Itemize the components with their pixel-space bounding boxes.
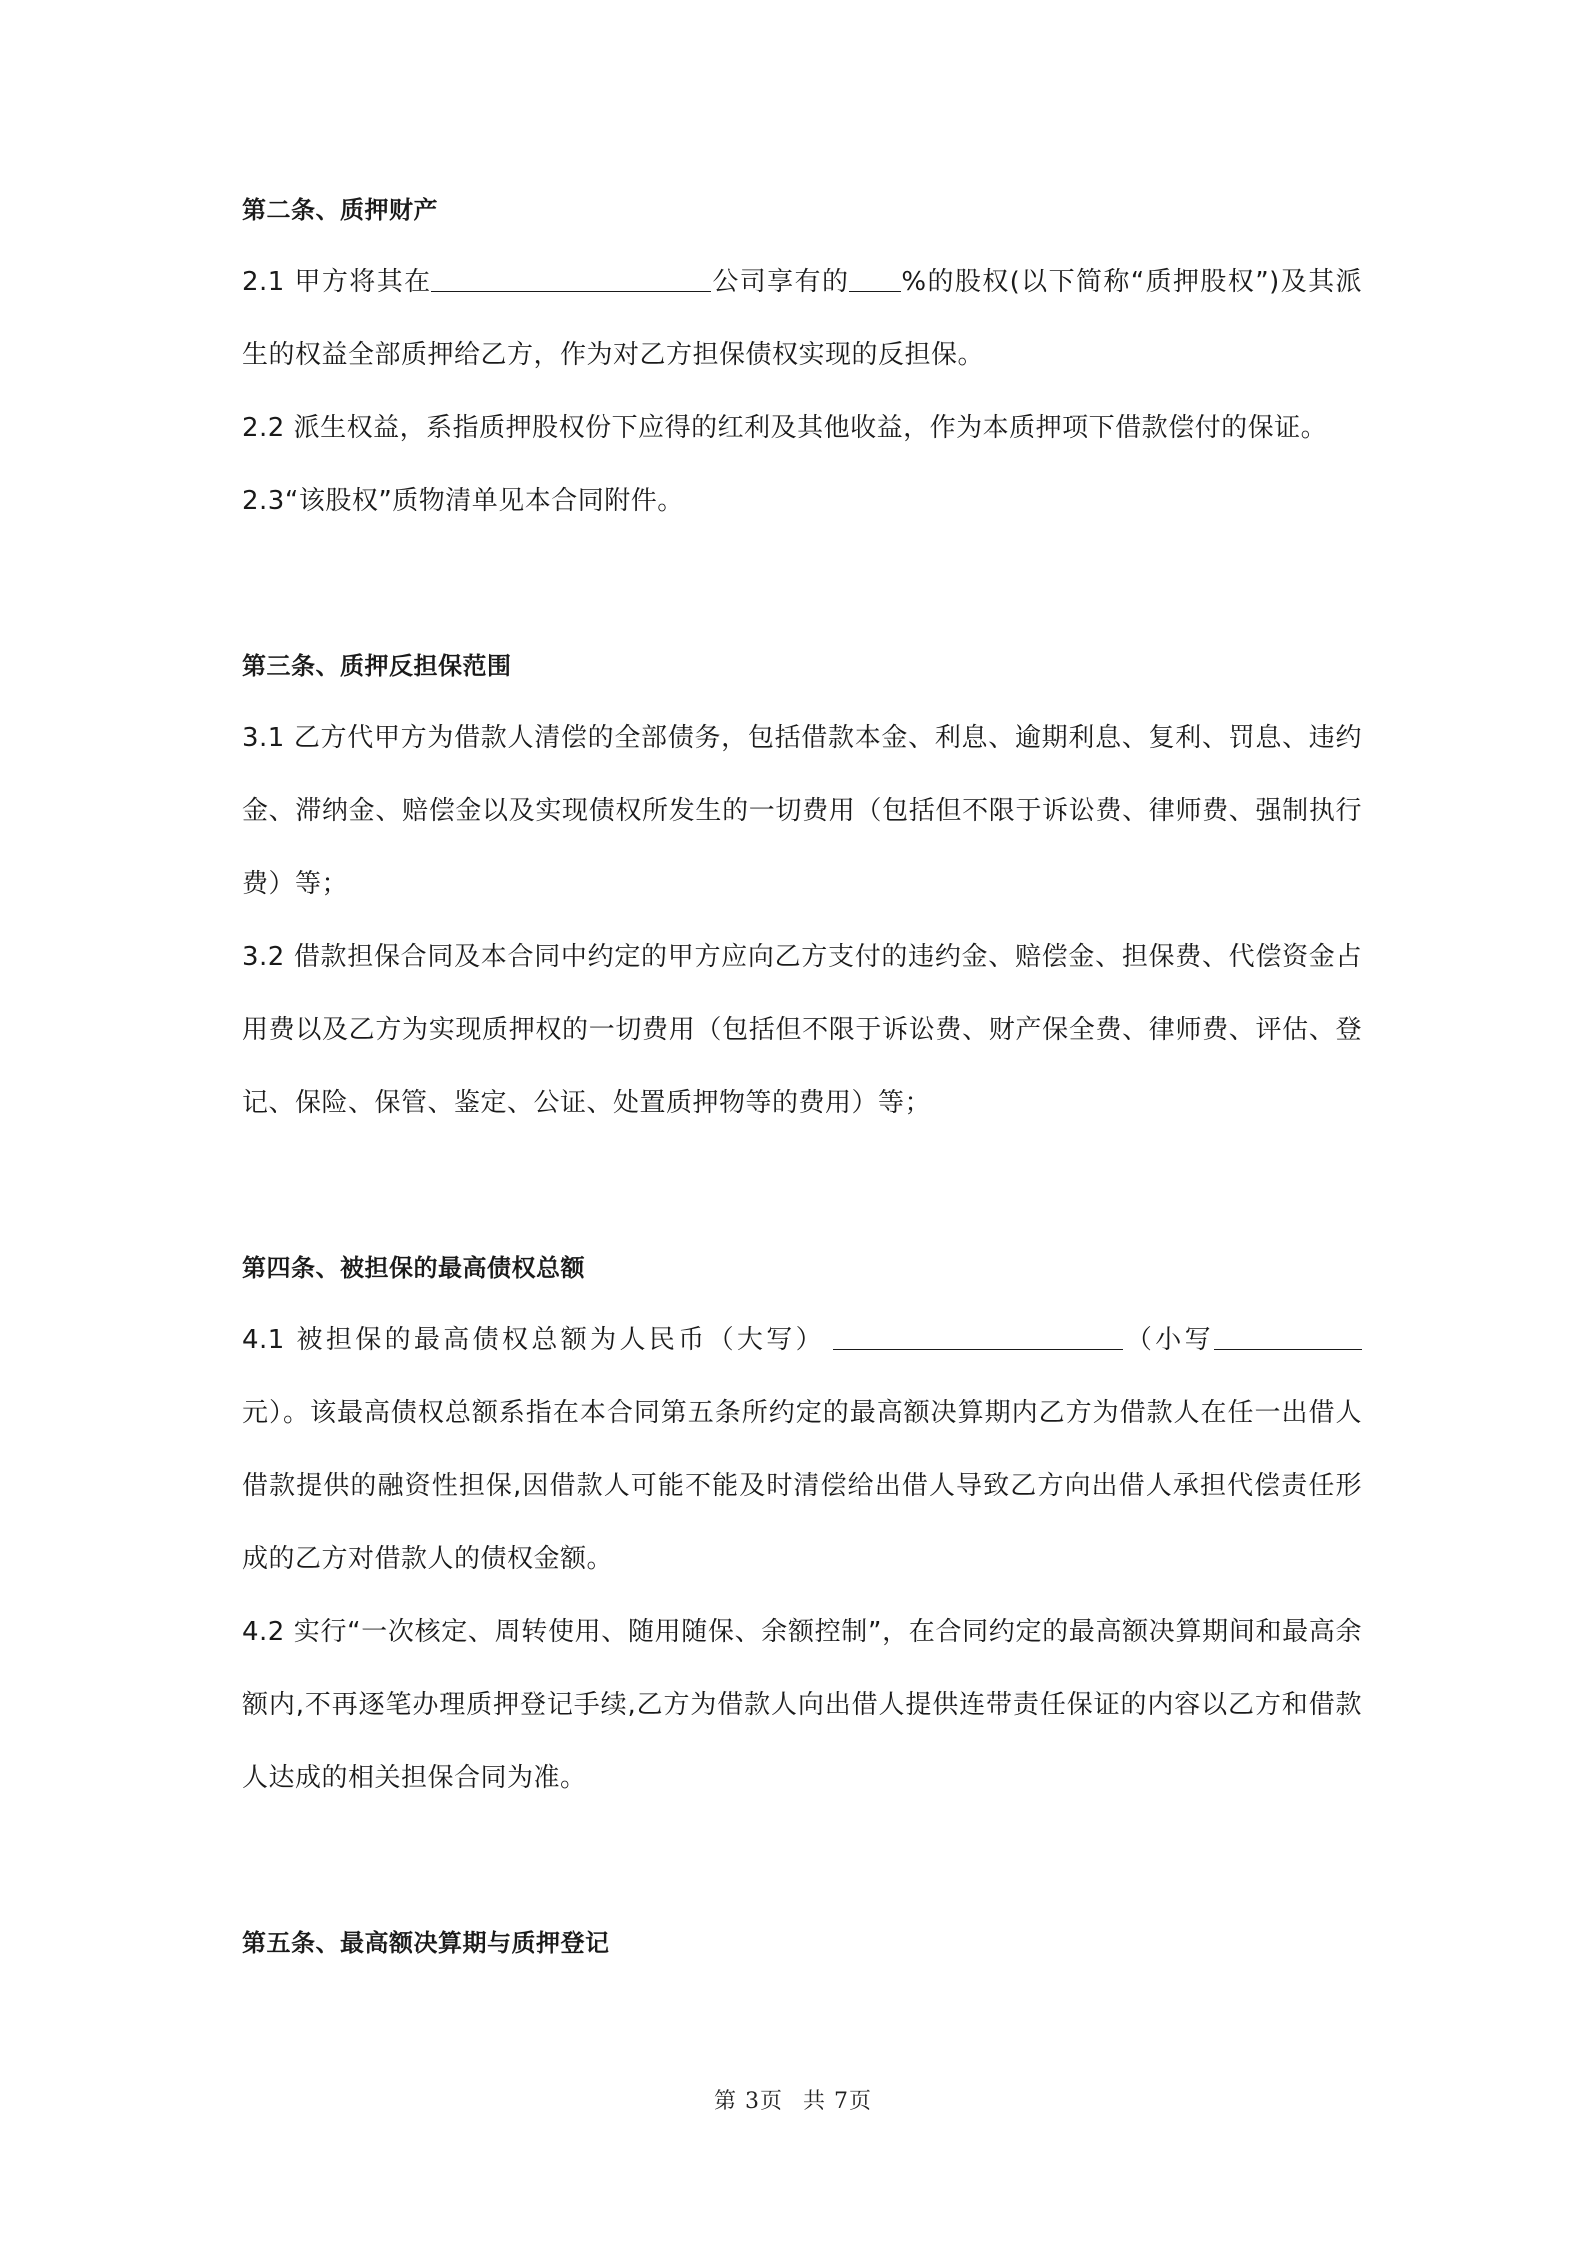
clause-4-1 <box>242 1304 1362 1596</box>
clause-2-1-text-c: %的股权(以下简称“质押股权”)及其派 <box>901 267 1362 297</box>
page-total: 共 7页 <box>803 2089 872 2114</box>
clause-4-1-text-a: 4.1 被担保的最高债权总额为人民币（大写） <box>242 1325 826 1355</box>
clause-2-1 <box>242 246 1362 392</box>
clause-3-2: 3.2 借款担保合同及本合同中约定的甲方应向乙方支付的违约金、赔偿金、担保费、代偿资金占用费以及乙方为实现质押权的一切费用（包括但不限于诉讼费、财产保全费、律师费、评估、登记、保险、保管、鉴定、公证、处置质押物等的费用）等； <box>242 942 1362 1118</box>
clause-2-1-text-a: 2.1 甲方将其在 <box>242 267 432 297</box>
clause-4-1-text-b: （小写 <box>1123 1325 1214 1355</box>
clause-4-2: 4.2 实行“一次核定、周转使用、随用随保、余额控制”，在合同约定的最高额决算期间和最高余额内,不再逐笔办理质押登记手续,乙方为借款人向出借人提供连带责任保证的内容以乙方和借款人达成的相关担保合同为准。 <box>242 1617 1362 1793</box>
section-5-heading: 第五条、最高额决算期与质押登记 <box>242 1929 610 1957</box>
clause-2-1-text-d: 生的权益全部质押给乙方，作为对乙方担保债权实现的反担保。 <box>242 340 985 370</box>
clause-2-3: 2.3“该股权”质物清单见本合同附件。 <box>242 486 684 516</box>
clause-3-1: 3.1 乙方代甲方为借款人清偿的全部债务，包括借款本金、利息、逾期利息、复利、罚息、违约金、滞纳金、赔偿金以及实现债权所发生的一切费用（包括但不限于诉讼费、律师费、强制执行费）等； <box>242 723 1362 899</box>
page-footer <box>0 2084 1586 2115</box>
section-2-heading: 第二条、质押财产 <box>242 196 438 224</box>
section-3-heading: 第三条、质押反担保范围 <box>242 652 512 680</box>
company-name-blank <box>431 265 711 292</box>
amount-uppercase-blank <box>833 1323 1123 1350</box>
clause-4-1-text-d: 该最高债权总额系指在本合同第五条所约定的最高额决算期内乙方为借款人在任一出借人借款提供的融资性担保,因借款人可能不能及时清偿给出借人导致乙方向出借人承担代偿责任形成的乙方对借款人的债权金额。 <box>242 1398 1362 1574</box>
document-body <box>242 192 1362 1961</box>
clause-4-1-text-c: 元）。 <box>242 1398 310 1428</box>
amount-numeric-blank <box>1214 1323 1362 1350</box>
clause-2-1-text-b: 公司享有的 <box>711 267 850 297</box>
equity-percent-blank <box>849 265 901 292</box>
page-number: 第 3页 <box>714 2089 783 2114</box>
clause-2-2: 2.2 派生权益，系指质押股权份下应得的红利及其他收益，作为本质押项下借款偿付的保证。 <box>242 413 1328 443</box>
section-4-heading: 第四条、被担保的最高债权总额 <box>242 1254 585 1282</box>
